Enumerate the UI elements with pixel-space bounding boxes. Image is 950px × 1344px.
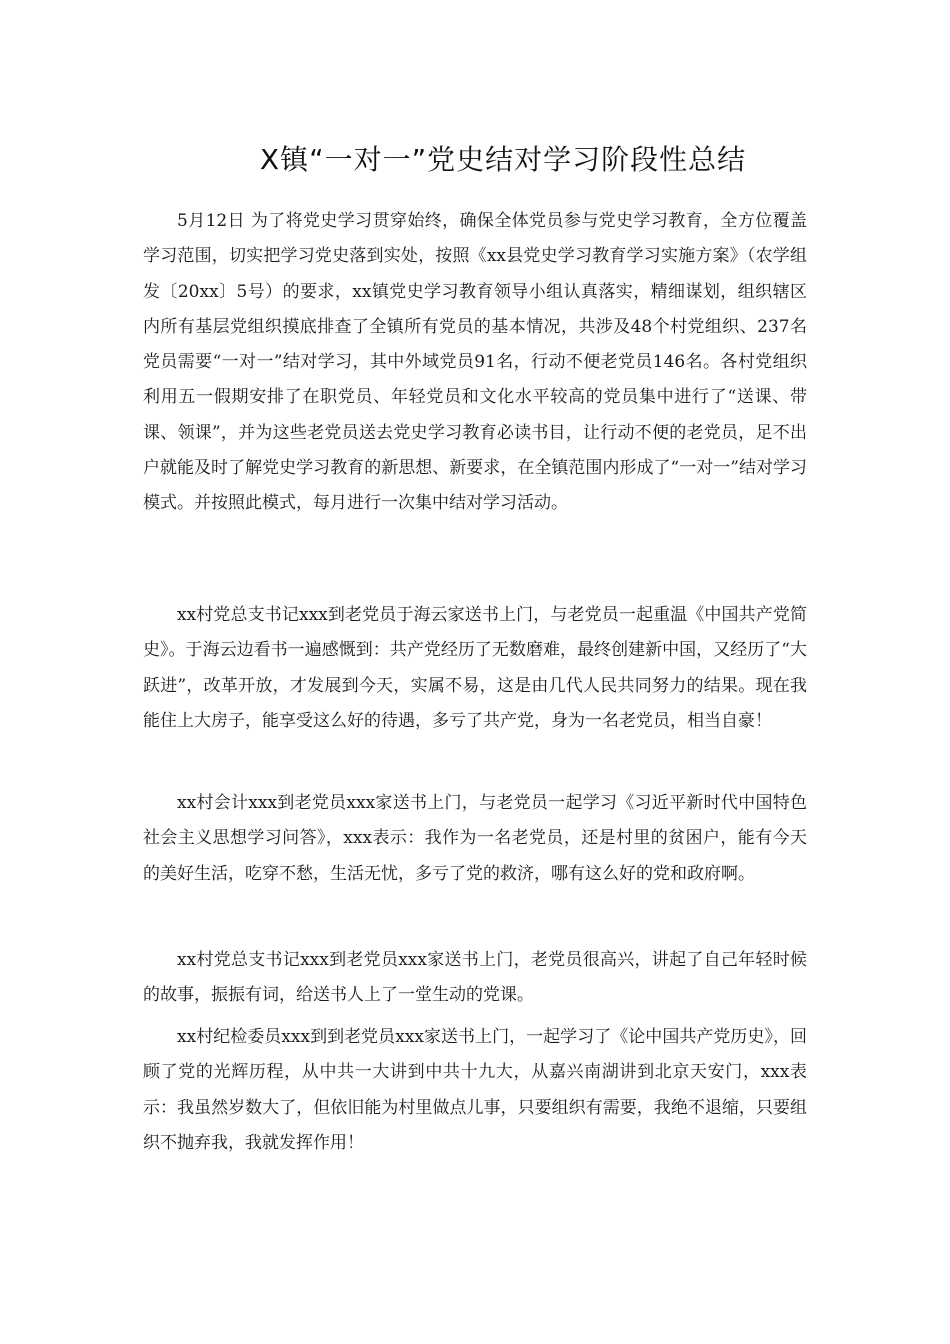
paragraph-5-block	[143, 1020, 807, 1161]
paragraph-3: xx村会计xxx到老党员xxx家送书上门，与老党员一起学习《习近平新时代中国特色社会主义思想学习问答》，xxx表示：我作为一名老党员，还是村里的贫困户，能有今天的美好生活，吃穿不愁，生活无忧，多亏了党的救济，哪有这么好的党和政府啊。	[143, 793, 807, 884]
paragraph-5: xx村纪检委员xxx到到老党员xxx家送书上门，一起学习了《论中国共产党历史》，回顾了党的光辉历程，从中共一大讲到中共十九大，从嘉兴南湖讲到北京天安门，xxx表示：我虽然岁数大了，但依旧能为村里做点儿事，只要组织有需要，我绝不退缩，只要组织不抛弃我，我就发挥作用！	[143, 1027, 807, 1153]
paragraph-4-block	[143, 943, 807, 1014]
paragraph-2: xx村党总支书记xxx到老党员于海云家送书上门，与老党员一起重温《中国共产党简史》。于海云边看书一遍感慨到：共产党经历了无数磨难，最终创建新中国，又经历了“大跃进”，改革开放，才发展到今天，实属不易，这是由几代人民共同努力的结果。现在我能住上大房子，能享受这么好的待遇，多亏了共产党，身为一名老党员，相当自豪！	[143, 605, 807, 731]
paragraph-1-block	[143, 204, 807, 522]
paragraph-1: 5月12日 为了将党史学习贯穿始终，确保全体党员参与党史学习教育，全方位覆盖学习范围，切实把学习党史落到实处，按照《xx县党史学习教育学习实施方案》（农学组发〔20xx〕5号）的要求，xx镇党史学习教育领导小组认真落实，精细谋划，组织辖区内所有基层党组织摸底排查了全镇所有党员的基本情况，共涉及48个村党组织、237名党员需要“一对一”结对学习，其中外域党员91名，行动不便老党员146名。各村党组织利用五一假期安排了在职党员、年轻党员和文化水平较高的党员集中进行了“送课、带课、领课”，并为这些老党员送去党史学习教育必读书目，让行动不便的老党员，足不出户就能及时了解党史学习教育的新思想、新要求，在全镇范围内形成了“一对一”结对学习模式。并按照此模式，每月进行一次集中结对学习活动。	[143, 211, 807, 514]
document-title: X镇“一对一”党史结对学习阶段性总结	[259, 143, 747, 176]
paragraph-3-block	[143, 786, 807, 892]
paragraph-2-block	[143, 598, 807, 739]
paragraph-4: xx村党总支书记xxx到老党员xxx家送书上门，老党员很高兴，讲起了自己年轻时候的故事，振振有词，给送书人上了一堂生动的党课。	[143, 950, 807, 1006]
